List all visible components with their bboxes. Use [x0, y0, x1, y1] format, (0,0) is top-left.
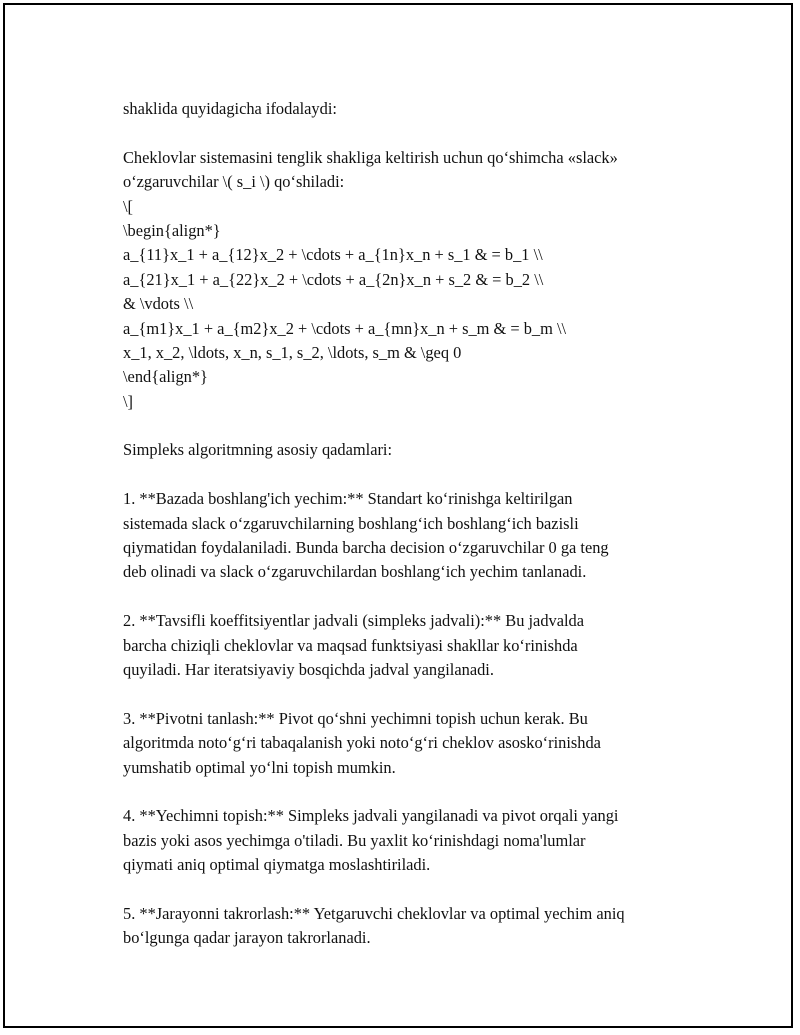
paragraph-gap: [123, 682, 703, 706]
paragraph-gap: [123, 121, 703, 145]
intro-line: shaklida quyidagicha ifodalaydi:: [123, 99, 337, 118]
step-line: 5. **Jarayonni takrorlash:** Yetgaruvchi cheklovlar va optimal yechim aniq: [123, 903, 625, 923]
equation-line: \end{align*}: [123, 367, 208, 387]
equation-line: a_{11}x_1 + a_{12}x_2 + \cdots + a_{1n}x_n + s_1 & = b_1 \\: [123, 245, 543, 265]
step-line: 3. **Pivotni tanlash:** Pivot qo‘shni yechimni topish uchun kerak. Bu: [123, 708, 588, 728]
step-1-paragraph: [123, 487, 703, 585]
step-line: barcha chiziqli cheklovlar va maqsad funktsiyasi shakllar ko‘rinishda: [123, 635, 578, 655]
steps-heading: Simpleks algoritmning asosiy qadamlari:: [123, 440, 393, 460]
step-line: bo‘lgunga qadar jarayon takrorlanadi.: [123, 928, 371, 948]
paragraph-gap: [123, 878, 703, 902]
step-line: 4. **Yechimni topish:** Simpleks jadvali yangilanadi va pivot orqali yangi: [123, 806, 619, 826]
step-line: 2. **Tavsifli koeffitsiyentlar jadvali (simpleks jadvali):** Bu jadvalda: [123, 611, 585, 631]
step-3-paragraph: [123, 707, 703, 780]
page-frame: [3, 3, 793, 1028]
step-line: algoritmda noto‘g‘ri tabaqalanish yoki noto‘g‘ri cheklov asosko‘rinishda: [123, 733, 601, 753]
paragraph-gap: [123, 780, 703, 804]
step-2-paragraph: [123, 609, 703, 682]
step-line: qiymatidan foydalaniladi. Bunda barcha decision o‘zgaruvchilar 0 ga teng: [123, 538, 609, 558]
step-line: bazis yoki asos yechimga o'tiladi. Bu yaxlit ko‘rinishdagi noma'lumlar: [123, 830, 586, 850]
equation-line: a_{m1}x_1 + a_{m2}x_2 + \cdots + a_{mn}x_n + s_m & = b_m \\: [123, 318, 567, 338]
equation-line: \begin{align*}: [123, 220, 221, 240]
step-line: sistemada slack o‘zgaruvchilarning boshlang‘ich boshlang‘ich bazisli: [123, 513, 579, 533]
paragraph-gap: [123, 463, 703, 487]
step-5-paragraph: [123, 902, 703, 951]
equation-line: & \vdots \\: [123, 294, 194, 314]
slack-paragraph: [123, 146, 703, 195]
step-line: quyiladi. Har iteratsiyaviy bosqichda jadval yangilanadi.: [123, 659, 494, 679]
equation-line: \]: [123, 391, 134, 411]
slack-paragraph-line: o‘zgaruvchilar \( s_i \) qo‘shiladi:: [123, 172, 345, 192]
step-line: qiymati aniq optimal qiymatga moslashtiriladi.: [123, 855, 431, 875]
equation-line: x_1, x_2, \ldots, x_n, s_1, s_2, \ldots, s_m & \geq 0: [123, 342, 462, 362]
equation-line: a_{21}x_1 + a_{22}x_2 + \cdots + a_{2n}x_n + s_2 & = b_2 \\: [123, 269, 544, 289]
document-body: [123, 97, 703, 951]
step-line: 1. **Bazada boshlang'ich yechim:** Standart ko‘rinishga keltirilgan: [123, 489, 573, 509]
equation-block: [123, 195, 703, 415]
step-line: yumshatib optimal yo‘lni topish mumkin.: [123, 757, 396, 777]
equation-line: \[: [123, 196, 134, 216]
paragraph-gap: [123, 585, 703, 609]
paragraph-gap: [123, 414, 703, 438]
slack-paragraph-line: Cheklovlar sistemasini tenglik shakliga keltirish uchun qo‘shimcha «slack»: [123, 147, 618, 167]
step-line: deb olinadi va slack o‘zgaruvchilardan boshlang‘ich yechim tanlanadi.: [123, 562, 587, 582]
step-4-paragraph: [123, 804, 703, 877]
